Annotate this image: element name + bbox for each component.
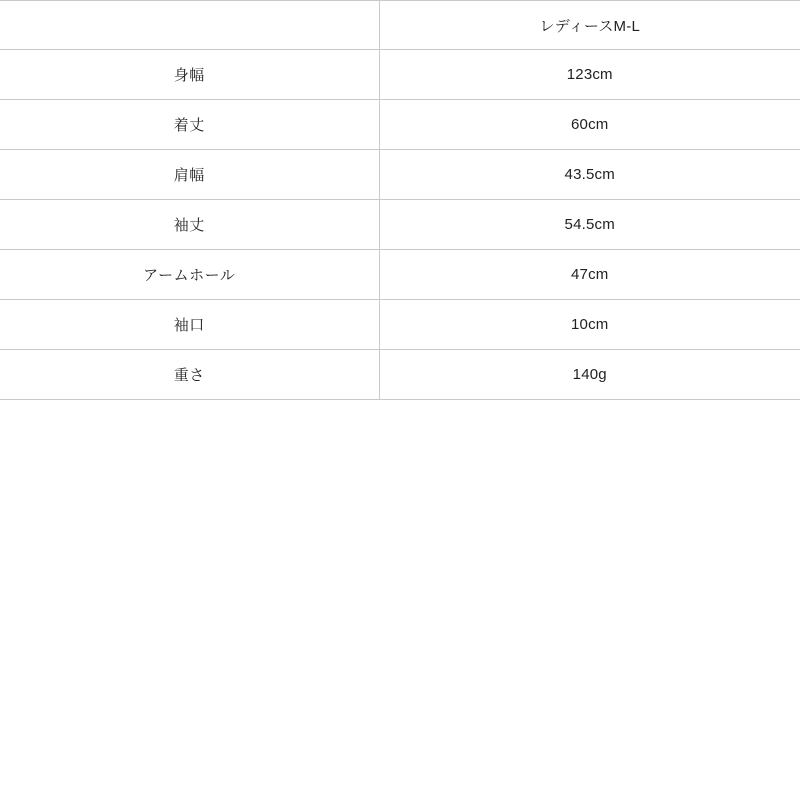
table-row xyxy=(0,150,800,200)
row-label-garment-length: 着丈 xyxy=(0,100,379,150)
table-row xyxy=(0,200,800,250)
row-value-shoulder-width: 43.5cm xyxy=(379,150,800,200)
table-row xyxy=(0,100,800,150)
size-table-head xyxy=(0,1,800,50)
row-label-armhole: アームホール xyxy=(0,250,379,300)
row-value-weight: 140g xyxy=(379,350,800,400)
row-value-garment-length: 60cm xyxy=(379,100,800,150)
header-cell-size: レディースM-L xyxy=(379,1,800,50)
table-header-row xyxy=(0,1,800,50)
row-value-cuff: 10cm xyxy=(379,300,800,350)
size-table-body xyxy=(0,50,800,400)
table-row xyxy=(0,50,800,100)
row-label-body-width: 身幅 xyxy=(0,50,379,100)
table-row xyxy=(0,300,800,350)
table-row xyxy=(0,350,800,400)
row-label-sleeve-length: 袖丈 xyxy=(0,200,379,250)
row-label-shoulder-width: 肩幅 xyxy=(0,150,379,200)
row-value-armhole: 47cm xyxy=(379,250,800,300)
table-row xyxy=(0,250,800,300)
row-label-weight: 重さ xyxy=(0,350,379,400)
row-value-body-width: 123cm xyxy=(379,50,800,100)
row-label-cuff: 袖口 xyxy=(0,300,379,350)
row-value-sleeve-length: 54.5cm xyxy=(379,200,800,250)
header-cell-empty xyxy=(0,1,379,50)
